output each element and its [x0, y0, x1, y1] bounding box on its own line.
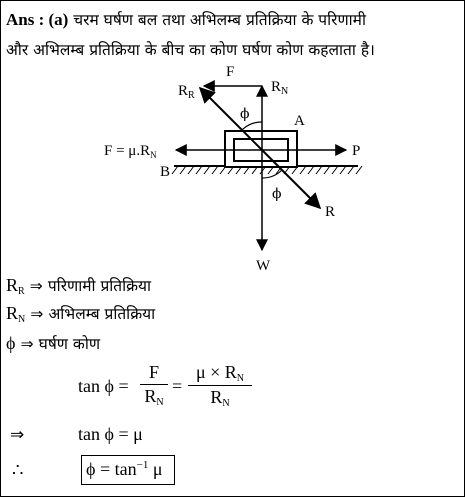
label-a: A: [294, 113, 305, 129]
label-force-left: $F = \mu.R_N$: [104, 143, 157, 160]
answer-label: Ans : (a): [6, 10, 69, 29]
boxed-result-text: $\phi = \tan^{-1} \mu$: [86, 459, 163, 479]
label-w: W: [256, 258, 271, 274]
tan-equation-lhs: tan ϕ =: [78, 376, 129, 396]
angle-arc-bottom: [262, 170, 282, 178]
fraction-mu-rn-over-rn: $\frac{\mu \times R_N}{R_N}$: [188, 362, 252, 409]
definition-rn: $R_N$ ⇒ अभिलम्ब प्रतिक्रिया: [6, 303, 156, 325]
label-r: R: [325, 204, 336, 220]
tan-phi-equals-mu: tan ϕ = μ: [78, 424, 143, 444]
equals-sign: =: [172, 376, 183, 396]
intro-line-1-text: चरम घर्षण बल तथा अभिलम्ब प्रतिक्रिया के परिणामी: [73, 11, 366, 29]
label-rn: $R_N$: [271, 79, 289, 97]
therefore-symbol: ∴: [12, 460, 24, 480]
angle-arc-top: [242, 122, 262, 130]
implies-symbol: ⇒: [10, 425, 25, 445]
fraction-f-over-rn: $\frac{F}{R_N}$: [140, 362, 168, 408]
label-phi-top: ϕ: [240, 106, 250, 122]
label-rr: $R_R$: [178, 83, 195, 101]
definition-phi: ϕ ⇒ घर्षण कोण: [6, 333, 101, 353]
label-p: P: [352, 143, 361, 159]
definition-rr: $R_R$ ⇒ परिणामी प्रतिक्रिया: [6, 275, 152, 297]
label-phi-bottom: ϕ: [272, 186, 282, 202]
label-f: F: [226, 64, 235, 80]
intro-line-2: और अभिलम्ब प्रतिक्रिया के बीच का कोण घर्षण कोण कहलाता है।: [6, 41, 375, 59]
label-b: B: [160, 164, 171, 180]
